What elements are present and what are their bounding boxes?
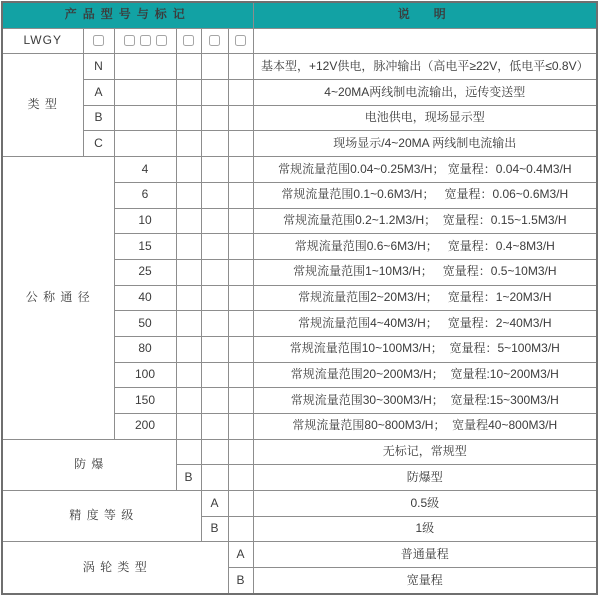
diameter-section-label: 公 称 通 径 (2, 157, 114, 440)
turbine-code-cell: B (228, 568, 253, 594)
empty-cell (201, 285, 228, 311)
model-slot-cell (228, 28, 253, 54)
table-row (2, 54, 597, 80)
explosion-desc-cell: 防爆型 (253, 465, 597, 491)
accuracy-desc-cell: 0.5级 (253, 491, 597, 517)
empty-cell (201, 439, 228, 465)
explosion-code-cell: B (176, 465, 201, 491)
turbine-code-cell: A (228, 542, 253, 568)
empty-cell (176, 414, 201, 440)
diameter-size-cell: 10 (114, 208, 176, 234)
table-header-row (2, 2, 597, 28)
empty-cell (176, 388, 201, 414)
diameter-size-cell: 6 (114, 182, 176, 208)
empty-cell (176, 131, 201, 157)
empty-cell (176, 336, 201, 362)
diameter-desc-cell: 常规流量范围0.1~0.6M3/H； 宽量程：0.06~0.6M3/H (253, 182, 597, 208)
empty-cell (228, 259, 253, 285)
empty-cell (201, 105, 228, 131)
empty-cell (201, 131, 228, 157)
diameter-desc-cell: 常规流量范围2~20M3/H； 宽量程：1~20M3/H (253, 285, 597, 311)
model-spec-table (1, 1, 598, 595)
diameter-size-cell: 100 (114, 362, 176, 388)
diameter-desc-cell: 常规流量范围20~200M3/H； 宽量程:10~200M3/H (253, 362, 597, 388)
spec-table-page (0, 1, 600, 587)
empty-cell (228, 465, 253, 491)
checkbox-slot-icon (140, 35, 151, 46)
empty-cell (253, 28, 597, 54)
empty-cell (176, 208, 201, 234)
table-row (2, 439, 597, 465)
empty-cell (228, 414, 253, 440)
accuracy-code-cell: B (201, 516, 228, 542)
empty-cell (228, 234, 253, 260)
accuracy-desc-cell: 1级 (253, 516, 597, 542)
diameter-desc-cell: 常规流量范围0.04~0.25M3/H； 宽量程：0.04~0.4M3/H (253, 157, 597, 183)
table-row (2, 105, 597, 131)
turbine-desc-cell: 宽量程 (253, 568, 597, 594)
accuracy-code-cell: A (201, 491, 228, 517)
type-code-cell: B (83, 105, 114, 131)
description-header-cell: 说 明 (253, 2, 597, 28)
diameter-desc-cell: 常规流量范围30~300M3/H； 宽量程:15~300M3/H (253, 388, 597, 414)
explosion-section-label: 防 爆 (2, 439, 176, 490)
empty-cell (176, 311, 201, 337)
diameter-size-cell: 200 (114, 414, 176, 440)
empty-cell (201, 362, 228, 388)
empty-cell (114, 54, 176, 80)
type-code-cell: C (83, 131, 114, 157)
type-desc-cell: 现场显示/4~20MA 两线制电流输出 (253, 131, 597, 157)
explosion-code-cell (176, 439, 201, 465)
table-row (2, 542, 597, 568)
diameter-desc-cell: 常规流量范围1~10M3/H； 宽量程：0.5~10M3/H (253, 259, 597, 285)
type-desc-cell: 4~20MA两线制电流输出，远传变送型 (253, 80, 597, 106)
diameter-desc-cell: 常规流量范围0.2~1.2M3/H； 宽量程：0.15~1.5M3/H (253, 208, 597, 234)
empty-cell (228, 285, 253, 311)
empty-cell (201, 465, 228, 491)
empty-cell (176, 362, 201, 388)
diameter-desc-cell: 常规流量范围80~800M3/H； 宽量程40~800M3/H (253, 414, 597, 440)
empty-cell (114, 80, 176, 106)
accuracy-section-label: 精 度 等 级 (2, 491, 201, 542)
table-row (2, 157, 597, 183)
checkbox-slot-icon (235, 35, 246, 46)
diameter-size-cell: 150 (114, 388, 176, 414)
diameter-size-cell: 4 (114, 157, 176, 183)
turbine-section-label: 涡 轮 类 型 (2, 542, 228, 594)
empty-cell (228, 80, 253, 106)
diameter-size-cell: 40 (114, 285, 176, 311)
empty-cell (176, 54, 201, 80)
empty-cell (176, 182, 201, 208)
empty-cell (176, 105, 201, 131)
model-slot-row (2, 28, 597, 54)
checkbox-slot-icon (124, 35, 135, 46)
empty-cell (114, 131, 176, 157)
empty-cell (228, 362, 253, 388)
type-desc-cell: 电池供电，现场显示型 (253, 105, 597, 131)
checkbox-slot-icon (156, 35, 167, 46)
empty-cell (201, 414, 228, 440)
type-code-cell: N (83, 54, 114, 80)
empty-cell (201, 259, 228, 285)
type-desc-cell: 基本型，+12V供电，脉冲输出（高电平≥22V，低电平≤0.8V） (253, 54, 597, 80)
empty-cell (201, 208, 228, 234)
turbine-desc-cell: 普通量程 (253, 542, 597, 568)
model-name-cell: LWGY (2, 28, 83, 54)
empty-cell (228, 105, 253, 131)
empty-cell (176, 234, 201, 260)
empty-cell (201, 311, 228, 337)
empty-cell (228, 157, 253, 183)
empty-cell (176, 285, 201, 311)
checkbox-slot-icon (209, 35, 220, 46)
empty-cell (201, 54, 228, 80)
empty-cell (228, 182, 253, 208)
empty-cell (228, 311, 253, 337)
model-slot-cell (114, 28, 176, 54)
type-code-cell: A (83, 80, 114, 106)
diameter-desc-cell: 常规流量范围4~40M3/H； 宽量程：2~40M3/H (253, 311, 597, 337)
empty-cell (228, 131, 253, 157)
empty-cell (201, 182, 228, 208)
empty-cell (114, 105, 176, 131)
empty-cell (201, 80, 228, 106)
empty-cell (228, 208, 253, 234)
diameter-size-cell: 50 (114, 311, 176, 337)
table-row (2, 491, 597, 517)
type-section-label: 类 型 (2, 54, 83, 157)
explosion-desc-cell: 无标记，常规型 (253, 439, 597, 465)
empty-cell (228, 439, 253, 465)
diameter-size-cell: 25 (114, 259, 176, 285)
empty-cell (228, 336, 253, 362)
empty-cell (201, 234, 228, 260)
empty-cell (201, 388, 228, 414)
empty-cell (228, 491, 253, 517)
empty-cell (176, 259, 201, 285)
empty-cell (228, 388, 253, 414)
diameter-size-cell: 15 (114, 234, 176, 260)
checkbox-slot-icon (183, 35, 194, 46)
table-row (2, 80, 597, 106)
empty-cell (228, 516, 253, 542)
diameter-desc-cell: 常规流量范围10~100M3/H； 宽量程：5~100M3/H (253, 336, 597, 362)
empty-cell (228, 54, 253, 80)
empty-cell (201, 157, 228, 183)
model-header-cell: 产品型号与标记 (2, 2, 253, 28)
diameter-size-cell: 80 (114, 336, 176, 362)
model-slot-cell (176, 28, 201, 54)
empty-cell (176, 157, 201, 183)
diameter-desc-cell: 常规流量范围0.6~6M3/H； 宽量程：0.4~8M3/H (253, 234, 597, 260)
table-row (2, 131, 597, 157)
empty-cell (176, 80, 201, 106)
empty-cell (201, 336, 228, 362)
checkbox-slot-icon (93, 35, 104, 46)
model-slot-cell (201, 28, 228, 54)
model-slot-cell (83, 28, 114, 54)
